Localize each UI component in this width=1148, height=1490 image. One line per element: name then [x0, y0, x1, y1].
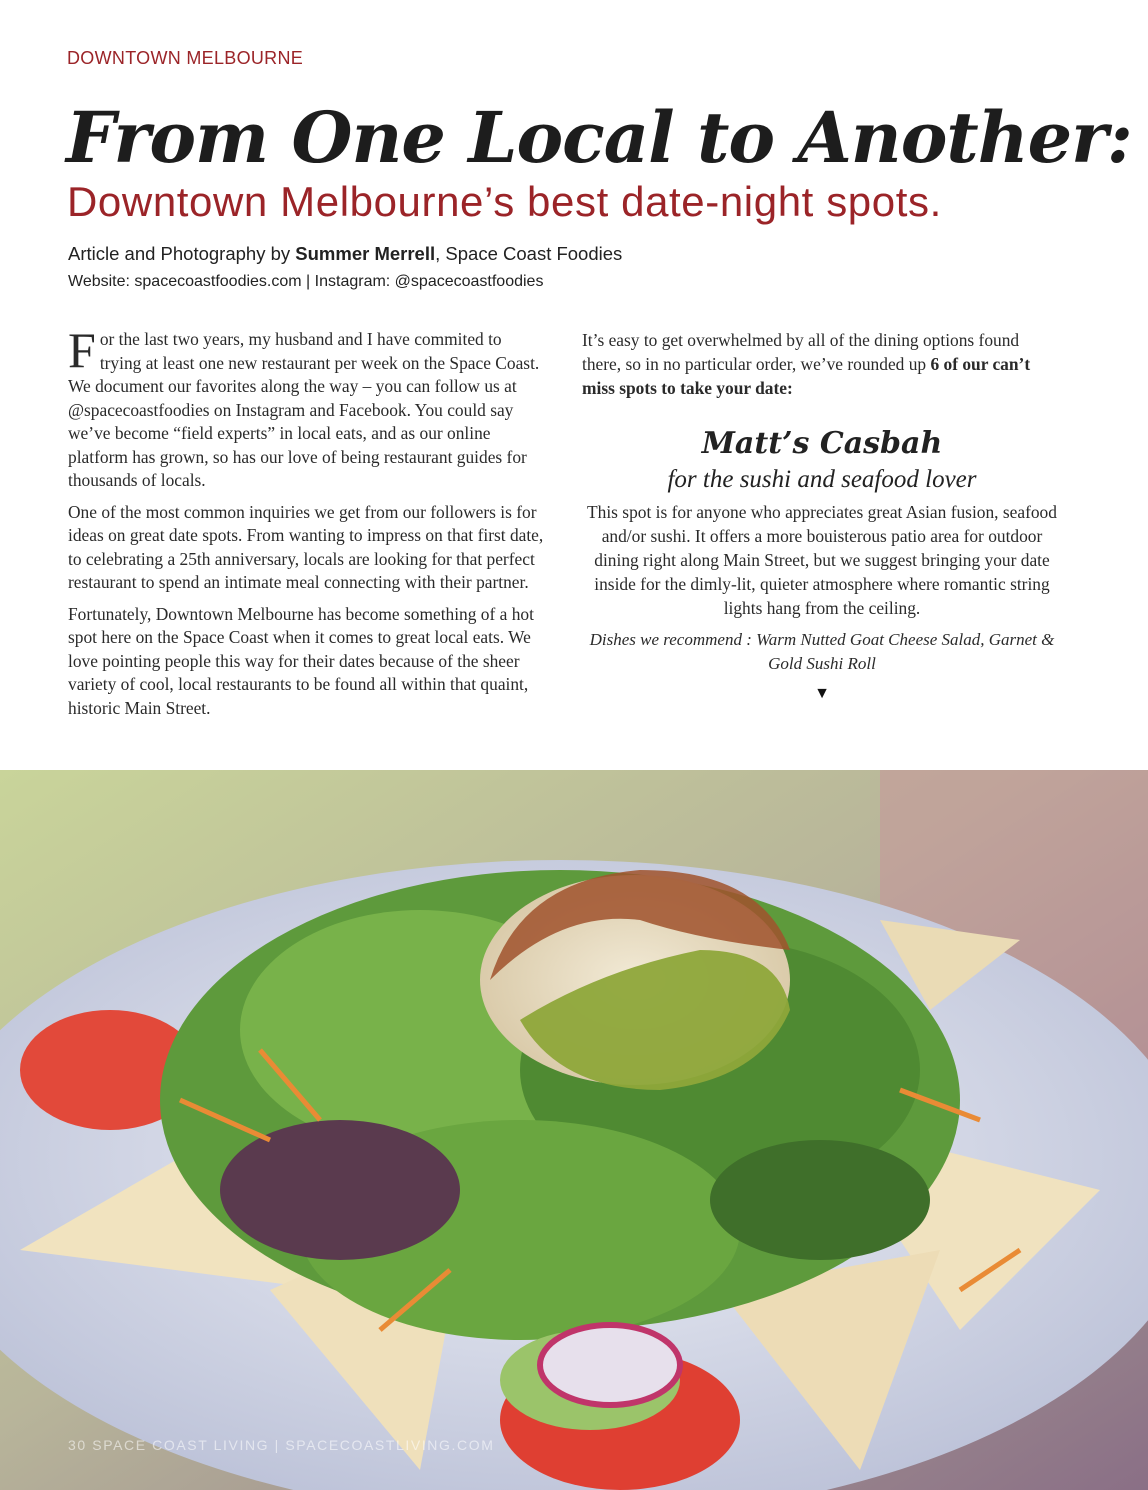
paragraph-3: Fortunately, Downtown Melbourne has become something of a hot spot here on the Space Coast when it comes to great local eats. We love pointing people this way for their dates because of the sheer variety of cool, local restaurants to be found all within that quaint, historic Main Street.	[68, 603, 534, 718]
recommended-dishes: Dishes we recommend : Warm Nutted Goat Cheese Salad, Garnet & Gold Sushi Roll	[589, 630, 1055, 673]
salad-photo	[0, 770, 1148, 1490]
byline	[68, 243, 622, 265]
article-subheadline: Downtown Melbourne’s best date-night spots.	[67, 178, 942, 225]
section-label: DOWNTOWN MELBOURNE	[67, 48, 304, 68]
page-footer: 30 SPACE COAST LIVING | SPACECOASTLIVING.COM	[68, 1437, 495, 1453]
byline-suffix: , Space Coast Foodies	[435, 243, 623, 264]
byline-prefix: Article and Photography by	[68, 243, 296, 264]
website-instagram-links: Website: spacecoastfoodies.com | Instagram: @spacecoastfoodies	[68, 273, 544, 290]
dropcap: F	[68, 322, 96, 378]
right-column	[582, 328, 1062, 706]
spot-tagline: for the sushi and seafood lover	[667, 466, 977, 493]
intro-bold-text: 6 of our can’t miss spots to take your date:	[582, 354, 1031, 398]
down-arrow-icon: ▼	[814, 685, 830, 702]
byline-author: Summer Merrell	[295, 243, 436, 264]
spot-name: Matt’s Casbah	[701, 426, 943, 461]
intro-paragraph	[582, 328, 1062, 400]
salad-illustration	[0, 770, 1148, 1490]
article-headline: From One Local to Another:	[66, 96, 1132, 179]
paragraph-1-text: or the last two years, my husband and I have commited to trying at least one new restaurant per week on the Space Coast. We document our favorites along the way – you can follow us at @spacecoastfoodies on Instagram and Facebook. You could say we’ve become “field experts” in local eats, and as our online platform has grown, so has our love of being restaurant guides for thousands of locals.	[68, 329, 540, 490]
intro-text: It’s easy to get overwhelmed by all of the dining options found there, so in no particular order, we’ve rounded up	[582, 330, 1020, 374]
spot-description: This spot is for anyone who appreciates great Asian fusion, seafood and/or sushi. It offers a more bouisterous patio area for outdoor dining right along Main Street, but we suggest bringing your date inside for the dimly-lit, quieter atmosphere where romantic string lights hang from the ceiling.	[587, 502, 1057, 618]
paragraph-1	[68, 322, 546, 493]
paragraph-2: One of the most common inquiries we get from our followers is for ideas on great date spots. From wanting to impress on that first date, to celebrating a 25th anniversary, locals are looking for that perfect restaurant to spend an intimate meal connecting with their partner.	[68, 501, 544, 592]
left-column	[68, 322, 546, 728]
